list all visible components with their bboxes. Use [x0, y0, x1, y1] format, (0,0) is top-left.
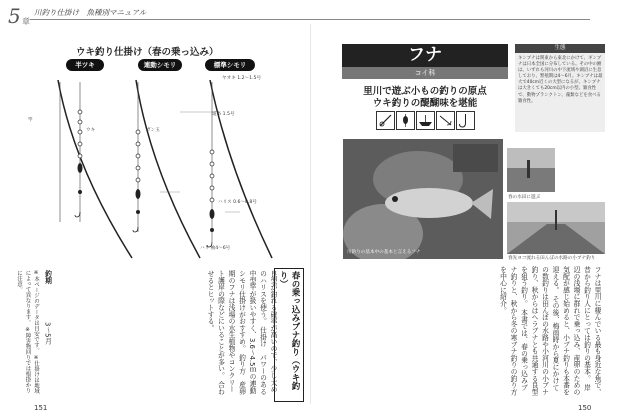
label-michiito: 道糸 1.5号: [212, 112, 235, 117]
label-hari: ハリ 袖4〜6号: [200, 246, 231, 251]
running-title: 川釣り仕掛け 魚種別マニュアル: [34, 8, 147, 17]
header-rule: [30, 19, 590, 20]
canal-photo: [507, 202, 605, 254]
rod-1-icon: [58, 80, 132, 258]
right-paragraph: その後、梅雨時から夏にかけての数釣りは田んぼの水路や小河川の小ブナ釣り、秋からはヘラブナとも共通する良型を狙う釣り。: [519, 266, 559, 396]
label-sao: 竿: [28, 118, 33, 123]
note-item: ※仕掛けは地域によって異なります。: [24, 270, 39, 394]
photo-caption: 川釣りの基本中の基本と言えるフナ: [347, 250, 421, 255]
page-spine: [310, 24, 311, 404]
diagram-title: ウキ釣り仕掛け（春の乗っ込み）: [76, 47, 219, 58]
label-han-tsuki: 半ツキ: [66, 59, 104, 71]
point-heading: 釣期: [43, 270, 52, 284]
float-3-icon: [210, 209, 215, 219]
rod-2-icon: [136, 80, 200, 258]
label-yaoki: ヤオキ 1.2〜1.5号: [222, 76, 262, 81]
subtitle-line-1: 里川で遊ぶ小もの釣りの原点: [363, 86, 487, 97]
page-number-right: 150: [578, 404, 592, 412]
label-hyoujun-shimori: 標準シモリ: [205, 59, 255, 71]
left-body-text: [48, 270, 278, 396]
chapter-kanji: 章: [22, 17, 30, 26]
right-paragraph: 岸辺の浅場に群れで乗っ込み、産卵のための気配が感じ始めると、小ブナ釣りも本番を迎える。: [551, 266, 591, 396]
rod-3-icon: [210, 80, 272, 258]
label-rendou-shimori: 連動シモリ: [138, 59, 182, 71]
sidebar-text: キンブナは関東から東北にかけて、ギンブナは日本全国に分布している。その中の鮒は、いずれも河川の中下流域や湖沼に生息しており、繁殖期は4〜6月。キンブナは最大で40cm近くの大型になるが、キンブナは大きくても20cm以内の小型。雑食性で、動物プランクトン、藻類などを食べる雑食性。: [518, 56, 603, 104]
fish-name: フナ: [408, 45, 442, 65]
column-heading: 春の乗っ込みブナ釣り（ウキ釣り）: [274, 268, 304, 402]
right-body-text: [318, 266, 602, 396]
sinker-1-icon: [78, 190, 82, 194]
point-value: 3〜5月: [43, 322, 52, 345]
fish-family: コイ科: [342, 67, 508, 79]
subtitle-line-2: ウキ釣りの醍醐味を堪能: [372, 98, 478, 109]
chapter-number: 5: [8, 4, 21, 28]
tackle-diagram: [40, 72, 290, 262]
left-text-area: [14, 266, 304, 400]
page-number-left: 151: [34, 404, 48, 412]
subtitle: [342, 86, 508, 110]
rod-type-icon: [376, 111, 395, 130]
right-paragraph: フナは里川に棲んでいる最も身近な魚で、昔から釣り人にとっては釣りの基本。: [582, 266, 601, 396]
sidebar-title: 生態: [515, 44, 605, 53]
sinker-2-icon: [136, 210, 140, 214]
float-2-icon: [136, 189, 141, 199]
float-1-icon: [78, 163, 83, 173]
hook-1-icon: [75, 212, 80, 217]
fish-photo: [343, 139, 503, 259]
hand-holding-fish-icon: [343, 139, 503, 259]
left-notes: [14, 270, 40, 396]
label-ganko: ガン玉: [146, 128, 160, 133]
paddy-photo: [507, 148, 555, 192]
note-item: ※本ページのデータは目安です。: [33, 270, 39, 353]
left-paragraph: 仕掛け パワーのある中型竿が扱いやすく、3.6〜4.5ｍの連動シモリ仕掛けがおすすめ。: [237, 270, 267, 395]
label-harisu: ハリス 0.6〜0.8号: [218, 200, 257, 205]
note-item: ※障害物回りでは根掛かりに注意。: [16, 270, 31, 394]
left-paragraph: 合わせるとヒットする。: [206, 270, 225, 395]
left-paragraph: 釣り方 産卵期のフナは浅場の水生植物やコンクリート護岸の際などにいることが多い。: [216, 270, 246, 395]
float-type-icon: [396, 111, 415, 130]
caption-top-right: 春の水田に遊ぶ: [508, 195, 541, 200]
boat-type-icon: [416, 111, 435, 130]
hook-2-icon: [133, 227, 138, 232]
label-uki: ウキ: [86, 128, 96, 133]
lure-type-icon: [436, 111, 455, 130]
left-paragraph: 良型が釣れる確率が高いので、少し太めのハリスを使う。: [258, 270, 277, 393]
caption-bottom-right: 春先ヨコ流れる田んぼの水路の小ブナ釣り: [508, 256, 596, 261]
sinker-3-icon: [210, 228, 214, 232]
right-paragraph: 本書では、春の乗っ込みブナ釣りと、秋から冬の寒ブナ釣りの釣り方を中心に紹介。: [498, 266, 528, 396]
hook-type-icon: [456, 111, 475, 130]
